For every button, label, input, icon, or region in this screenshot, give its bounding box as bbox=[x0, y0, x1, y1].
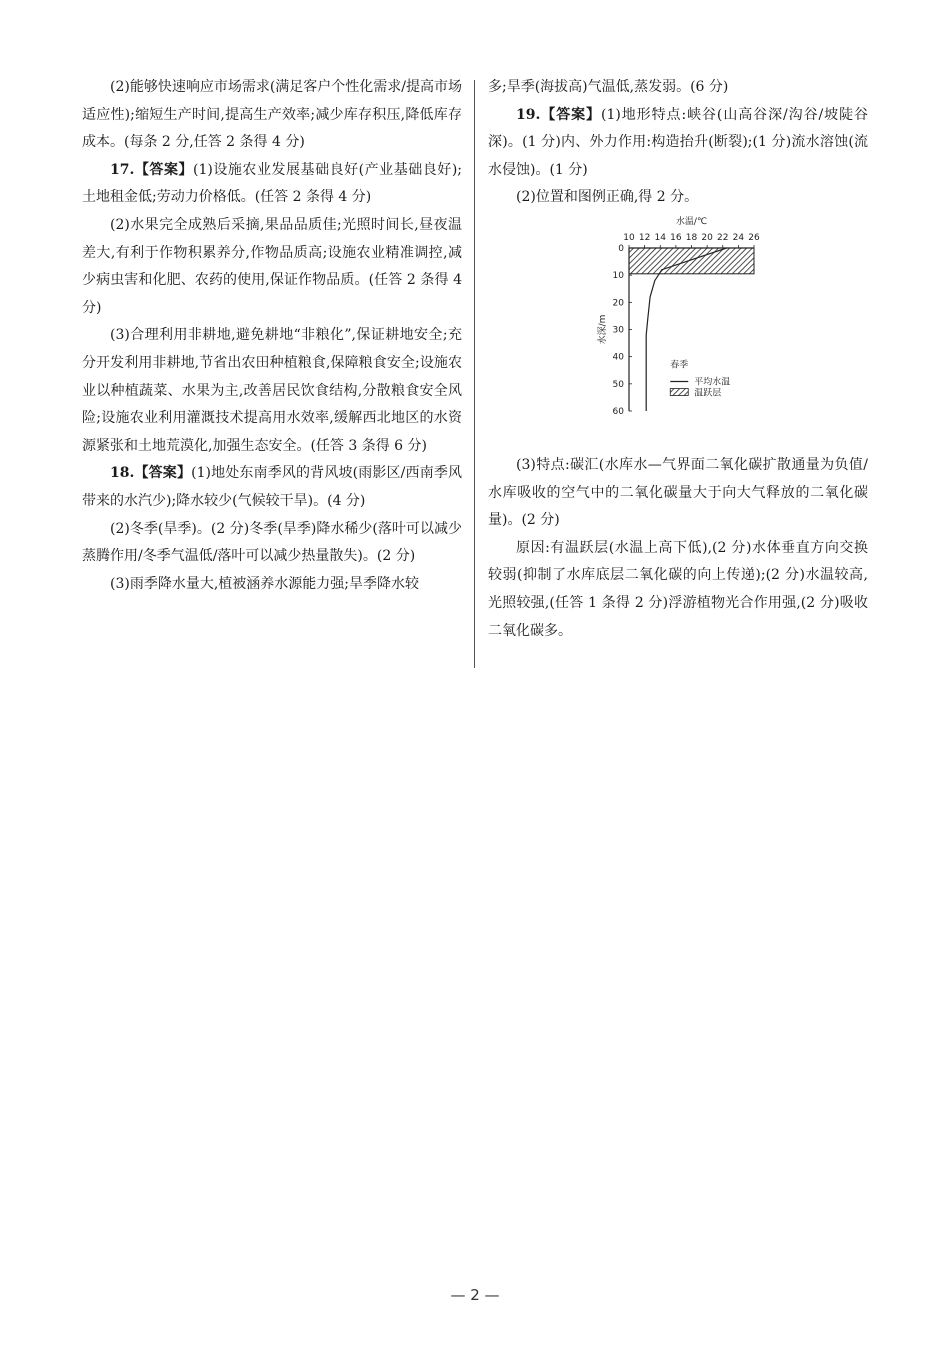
x-tick-label: 14 bbox=[654, 232, 666, 243]
q17-answer-part1 bbox=[82, 157, 462, 212]
x-axis-title: 水温/℃ bbox=[675, 216, 708, 227]
x-tick-label: 18 bbox=[685, 232, 698, 243]
x-tick-label: 24 bbox=[732, 232, 745, 243]
q18-answer-part2: (2)冬季(旱季)。(2 分)冬季(旱季)降水稀少(落叶可以减少蒸腾作用/冬季气温低/落叶可以减少热量散失)。(2 分) bbox=[82, 520, 462, 565]
q19-answer-part2: (2)位置和图例正确,得 2 分。 bbox=[516, 189, 699, 206]
x-tick-label: 26 bbox=[748, 232, 760, 243]
q16-answer-part2: (2)能够快速响应市场需求(满足客户个性化需求/提高市场适应性);缩短生产时间,提高生产效率;减少库存积压,降低库存成本。(每条 2 分,任答 2 条得 4 分) bbox=[82, 79, 463, 151]
legend-hatch-swatch bbox=[670, 389, 688, 396]
page-number: — 2 — bbox=[450, 1286, 500, 1304]
x-tick-label: 22 bbox=[717, 232, 729, 243]
q19-number: 19. bbox=[516, 106, 541, 123]
q18-answer-tag: 【答案】 bbox=[134, 465, 192, 482]
q17-number: 17. bbox=[110, 161, 135, 178]
x-tick-label: 10 bbox=[623, 232, 635, 243]
y-tick-label: 10 bbox=[612, 271, 624, 282]
q18-answer-part3: (3)雨季降水量大,植被涵养水源能力强;旱季降水较 bbox=[110, 575, 419, 592]
y-tick-label: 60 bbox=[612, 406, 624, 417]
y-tick-label: 50 bbox=[612, 379, 624, 390]
q19-answer-text1: (1)地形特点:峡谷(山高谷深/沟谷/坡陡谷深)。(1 分)内、外力作用:构造抬升(断裂);(1 分)流水溶蚀(流水侵蚀)。(1 分) bbox=[488, 106, 868, 178]
q17-answer-part3: (3)合理利用非耕地,避免耕地“非粮化”,保证耕地安全;充分开发利用非耕地,节省出农田种植粮食,保障粮食安全;设施农业以种植蔬菜、水果为主,改善居民饮食结构,分散粮食安全风险;设施农业利用灌溉技术提高用水效率,缓解西北地区的水资源紧张和土地荒漠化,加强生态安全。(任答 3 条得 6 分) bbox=[82, 327, 462, 454]
q17-answer-text1: (1)设施农业发展基础良好(产业基础良好);土地租金低;劳动力价格低。(任答 2 条得 4 分) bbox=[82, 161, 462, 206]
y-tick-label: 30 bbox=[612, 325, 624, 336]
y-tick-label: 40 bbox=[612, 352, 624, 363]
thermocline-band bbox=[629, 248, 754, 274]
legend-label-mean-temperature: 平均水温 bbox=[694, 377, 731, 388]
x-tick-label: 20 bbox=[701, 232, 713, 243]
q19-answer-part1 bbox=[488, 102, 868, 185]
y-tick-label: 20 bbox=[612, 298, 624, 309]
q18-number: 18. bbox=[110, 465, 135, 482]
y-tick-label: 0 bbox=[618, 243, 624, 254]
right-column bbox=[488, 74, 868, 645]
x-tick-label: 16 bbox=[670, 232, 682, 243]
q17-answer-part2: (2)水果完全成熟后采摘,果品品质佳;光照时间长,昼夜温差大,有利于作物积累养分,作物品质高;设施农业精准调控,减少病虫害和化肥、农药的使用,保证作物品质。(任答 2 条得 4 分) bbox=[82, 216, 462, 316]
y-axis-title: 水深/m bbox=[598, 314, 608, 345]
q18-answer-part1 bbox=[82, 460, 462, 515]
q19-answer-part3: (3)特点:碳汇(水库水—气界面二氧化碳扩散通量为负值/水库吸收的空气中的二氧化碳量大于向大气释放的二氧化碳量)。(2 分) bbox=[488, 456, 868, 529]
chart-canvas bbox=[488, 212, 868, 452]
left-column bbox=[82, 74, 462, 598]
q17-answer-tag: 【答案】 bbox=[134, 161, 194, 178]
column-divider bbox=[474, 80, 475, 668]
water-temperature-chart bbox=[488, 212, 868, 452]
q19-answer-part4: 原因:有温跃层(水温上高下低),(2 分)水体垂直方向交换较弱(抑制了水库底层二氧化碳的向上传递);(2 分)水温较高,光照较强,(任答 1 条得 2 分)浮游植物光合作用强,(2 分)吸收二氧化碳多。 bbox=[488, 539, 868, 639]
legend-title: 春季 bbox=[670, 360, 689, 371]
legend-label-thermocline: 温跃层 bbox=[694, 388, 722, 399]
q19-answer-tag: 【答案】 bbox=[540, 106, 601, 123]
q18-answer-continued: 多;旱季(海拔高)气温低,蒸发弱。(6 分) bbox=[488, 79, 729, 95]
q18-answer-text1: (1)地处东南季风的背风坡(雨影区/西南季风带来的水汽少);降水较少(气候较干旱)。(4 分) bbox=[82, 465, 463, 509]
x-tick-label: 12 bbox=[638, 232, 651, 243]
